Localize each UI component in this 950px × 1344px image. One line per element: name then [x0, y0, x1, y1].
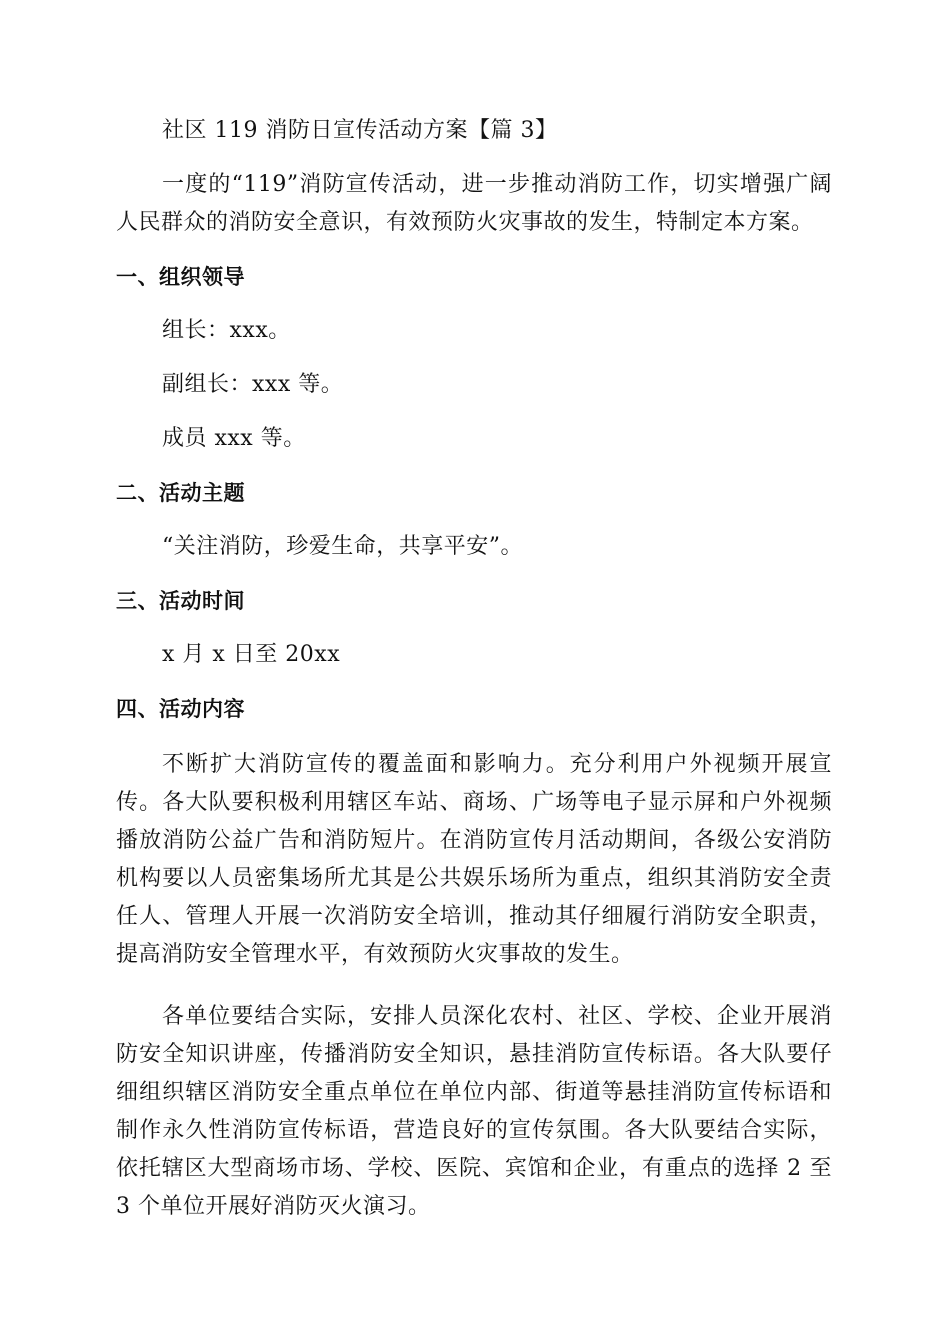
document-title: 社区 119 消防日宣传活动方案【篇 3】: [162, 118, 558, 143]
section-heading-organization: 一、组织领导: [116, 265, 245, 289]
time-line: x 月 x 日至 20xx: [162, 642, 341, 667]
section-heading-theme: 二、活动主题: [116, 481, 245, 505]
members-line: 成员 xxx 等。: [162, 426, 306, 451]
section-heading-content: 四、活动内容: [116, 697, 245, 721]
deputy-leader-line: 副组长：xxx 等。: [162, 372, 344, 397]
document-content: [116, 112, 832, 1226]
section-heading-time: 三、活动时间: [116, 589, 245, 613]
theme-line: “关注消防，珍爱生命，共享平安”。: [162, 534, 523, 559]
content-paragraph: 不断扩大消防宣传的覆盖面和影响力。充分利用户外视频开展宣传。各大队要积极利用辖区车站、商场、广场等电子显示屏和户外视频播放消防公益广告和消防短片。在消防宣传月活动期间，各级公安消防机构要以人员密集场所尤其是公共娱乐场所为重点，组织其消防安全责任人、管理人开展一次消防安全培训，推动其仔细履行消防安全职责，提高消防安全管理水平，有效预防火灾事故的发生。: [116, 752, 832, 967]
content-paragraph: 各单位要结合实际，安排人员深化农村、社区、学校、企业开展消防安全知识讲座，传播消防安全知识，悬挂消防宣传标语。各大队要仔细组织辖区消防安全重点单位在单位内部、街道等悬挂消防宣传标语和制作永久性消防宣传标语，营造良好的宣传氛围。各大队要结合实际，依托辖区大型商场市场、学校、医院、宾馆和企业，有重点的选择 2 至 3 个单位开展好消防灭火演习。: [116, 1004, 832, 1219]
intro-paragraph: 一度的“119”消防宣传活动，进一步推动消防工作，切实增强广阔人民群众的消防安全意识，有效预防火灾事故的发生，特制定本方案。: [116, 172, 832, 235]
leader-line: 组长：xxx。: [162, 318, 291, 343]
